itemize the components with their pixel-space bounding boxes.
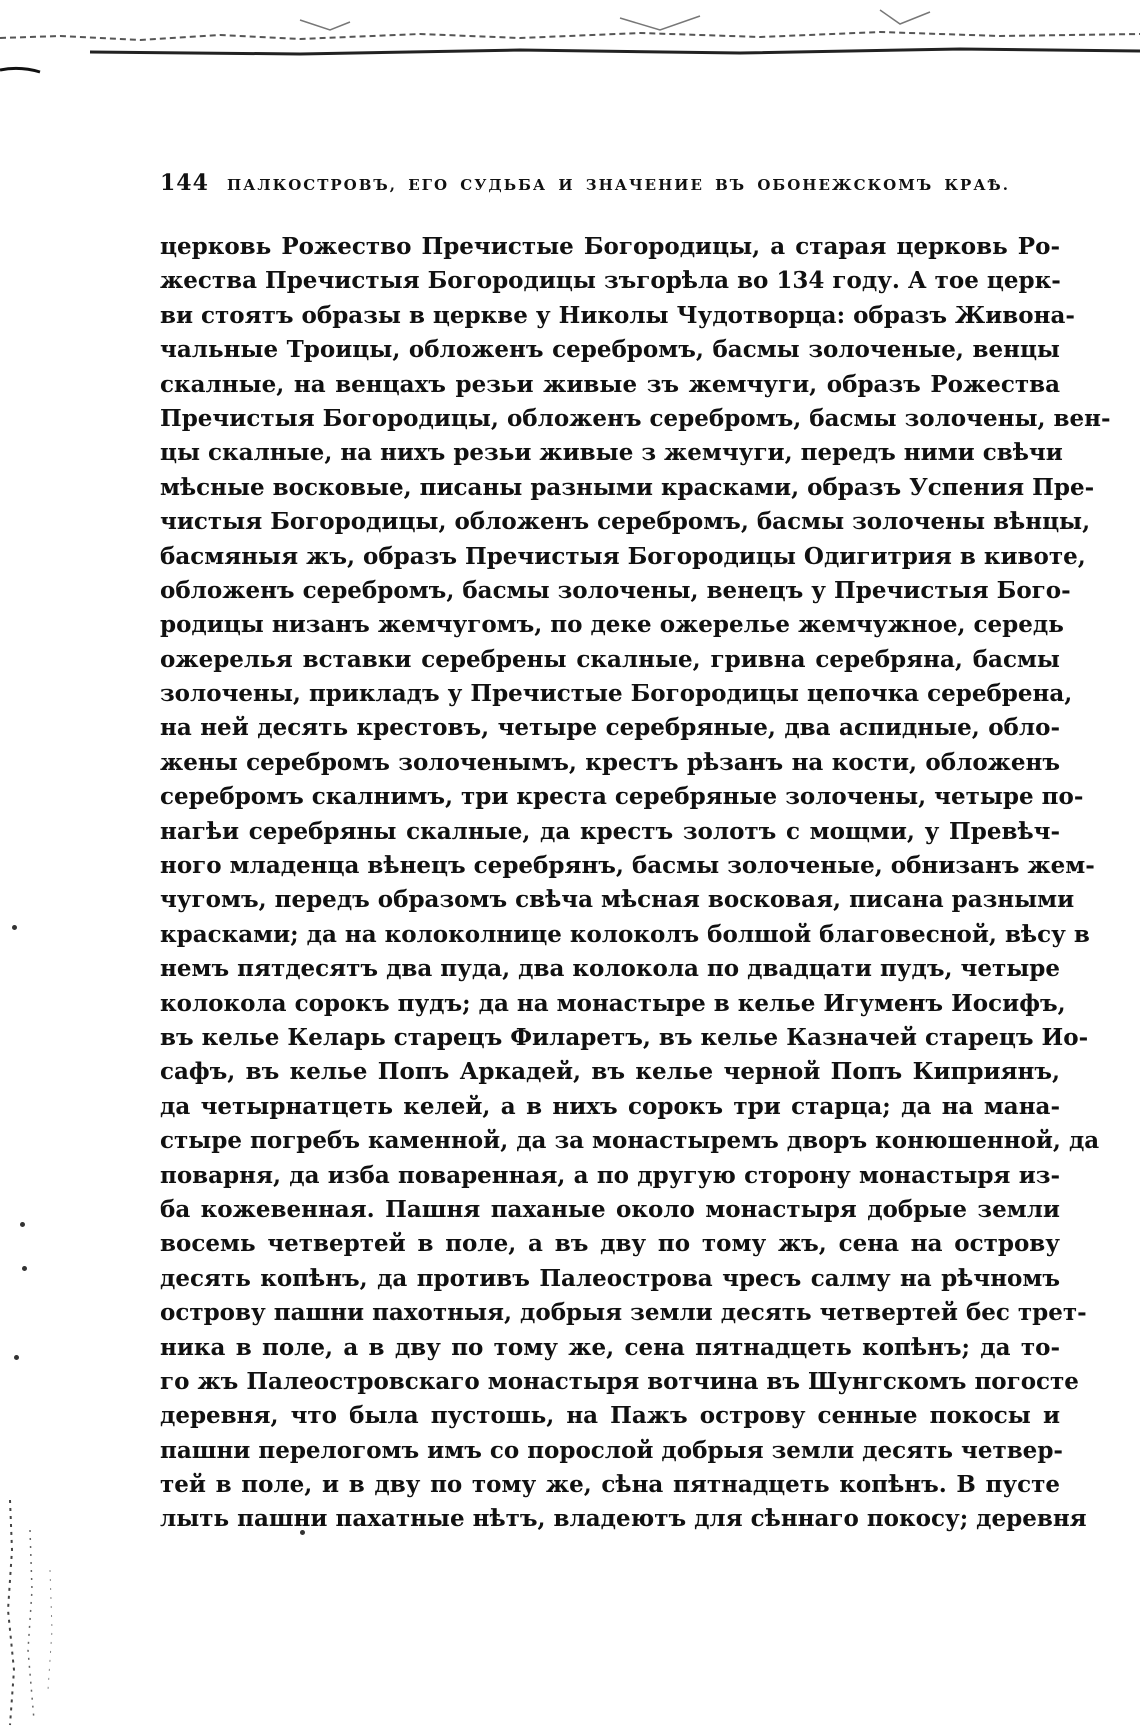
text-line: мѣсные восковые, писаны разными красками, образъ Успения Пре- <box>160 473 1095 501</box>
text-line: родицы низанъ жемчугомъ, по деке ожерелье жемчужное, середь <box>160 611 1064 639</box>
text-line: ного младенца вѣнецъ серебрянъ, басмы золоченые, обнизанъ жем- <box>160 852 1095 880</box>
book-page <box>160 170 1111 1537</box>
text-line: Пречистыя Богородицы, обложенъ серебромъ, басмы золочены, вен- <box>160 404 1111 432</box>
text-line: жества Пречистыя Богородицы зъгорѣла во 134 году. А тое церк- <box>160 267 1061 295</box>
body-text <box>160 230 1111 1537</box>
text-line: колокола сорокъ пудъ; да на монастыре в келье Игуменъ Иосифъ, <box>160 989 1066 1017</box>
stray-dot <box>14 1355 19 1360</box>
text-line: чистыя Богородицы, обложенъ серебромъ, басмы золочены вѣнцы, <box>160 508 1091 536</box>
text-line: ника в поле, а в дву по тому же, сена пятнадцеть копѣнъ; да то- <box>160 1333 1060 1361</box>
text-line: ожерелья вставки серебрены скалные, гривна серебряна, басмы <box>160 645 1060 673</box>
text-line: деревня, что была пустошь, на Пажъ острову сенные покосы и <box>160 1402 1060 1430</box>
text-line: басмяныя жъ, образъ Пречистыя Богородицы Одигитрия в кивоте, <box>160 542 1086 570</box>
text-line: чальные Троицы, обложенъ серебромъ, басмы золоченые, венцы <box>160 336 1060 364</box>
text-line: чугомъ, передъ образомъ свѣча мѣсная восковая, писана разными <box>160 886 1075 914</box>
text-line: ба кожевенная. Пашня паханые около монастыря добрые земли <box>160 1195 1060 1223</box>
text-line: острову пашни пахотныя, добрыя земли десять четвертей бес трет- <box>160 1299 1087 1327</box>
stray-dot <box>22 1266 27 1271</box>
stray-dot <box>20 1222 25 1227</box>
text-line: нагѣи серебряны скалные, да крестъ золотъ с мощми, у Превѣч- <box>160 817 1060 845</box>
text-line: обложенъ серебромъ, басмы золочены, венецъ у Пречистыя Бого- <box>160 576 1071 604</box>
text-line: ви стоятъ образы в церкве у Николы Чудотворца: образъ Живона- <box>160 301 1075 329</box>
text-line: церковь Рожество Пречистые Богородицы, а старая церковь Ро- <box>160 233 1060 260</box>
text-line: поварня, да изба поваренная, а по другую сторону монастыря из- <box>160 1161 1060 1189</box>
text-line: сафъ, въ келье Попъ Аркадей, въ келье черной Попъ Киприянъ, <box>160 1058 1060 1086</box>
text-line: десять копѣнъ, да противъ Палеострова чресъ салму на рѣчномъ <box>160 1264 1060 1292</box>
text-line: лыть пашни пахатные нѣтъ, владеютъ для сѣннаго покосу; деревня <box>160 1505 1087 1533</box>
running-header <box>160 170 1060 196</box>
scan-edge-artifact <box>0 1490 70 1730</box>
text-line: въ келье Келарь старецъ Филаретъ, въ келье Казначей старецъ Ио- <box>160 1023 1089 1051</box>
text-line: на ней десять крестовъ, четыре серебряные, два аспидные, обло- <box>160 714 1060 742</box>
text-line: серебромъ скалнимъ, три креста серебряные золочены, четыре по- <box>160 783 1084 811</box>
text-line: скалные, на венцахъ резьи живые зъ жемчуги, образъ Рожества <box>160 370 1060 398</box>
text-line: стыре погребъ каменной, да за монастыремъ дворъ конюшенной, да <box>160 1127 1100 1155</box>
text-line: красками; да на колоколнице колоколъ болшой благовесной, вѣсу в <box>160 920 1090 948</box>
stray-dot <box>12 925 17 930</box>
text-line: золочены, прикладъ у Пречистые Богородицы цепочка серебрена, <box>160 680 1073 708</box>
page-number: 144 <box>160 170 209 196</box>
running-title: ПАЛКОСТРОВЪ, ЕГО СУДЬБА И ЗНАЧЕНИЕ ВЪ ОБОНЕЖСКОМЪ КРАѢ. <box>226 176 1010 194</box>
text-line: тей в поле, и в дву по тому же, сѣна пятнадцеть копѣнъ. В пусте <box>160 1471 1060 1499</box>
text-line: да четырнатцеть келей, а в нихъ сорокъ три старца; да на мана- <box>160 1092 1060 1120</box>
scan-edge-artifact <box>0 0 1140 100</box>
text-line: цы скалные, на нихъ резьи живые з жемчуги, передъ ними свѣчи <box>160 439 1063 467</box>
text-line: немъ пятдесятъ два пуда, два колокола по двадцати пудъ, четыре <box>160 955 1060 983</box>
text-line: жены серебромъ золоченымъ, крестъ рѣзанъ на кости, обложенъ <box>160 748 1060 776</box>
text-line: пашни перелогомъ имъ со порослой добрыя земли десять четвер- <box>160 1436 1063 1464</box>
text-line: восемь четвертей в поле, а въ дву по тому жъ, сена на острову <box>160 1230 1060 1258</box>
text-line: го жъ Палеостровскаго монастыря вотчина въ Шунгскомъ погосте <box>160 1367 1079 1395</box>
